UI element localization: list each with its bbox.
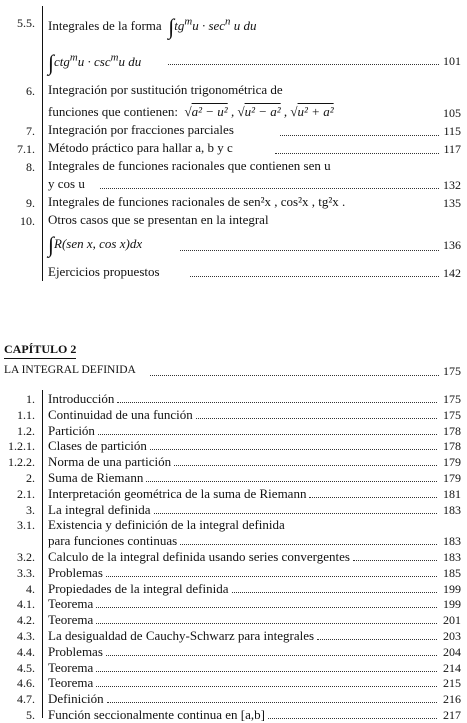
entry-number: 4.4. — [17, 644, 35, 659]
entry-number: 5.5. — [17, 16, 35, 30]
entry-number: 4.7. — [17, 692, 35, 707]
entry-number: 5. — [26, 708, 35, 722]
entry-title[interactable]: Teorema — [48, 596, 94, 612]
leader-dots — [275, 153, 439, 154]
entry-number: 4.6. — [17, 676, 35, 691]
entry-title[interactable]: Continuidad de una función — [48, 406, 193, 422]
entry-title[interactable]: Interpretación geométrica de la suma de Riemann — [48, 485, 307, 501]
leader-dots — [106, 576, 437, 577]
entry-number: 7.1. — [17, 142, 35, 156]
entry-number: 4.5. — [17, 660, 35, 675]
entry-number: 3.1. — [17, 518, 35, 533]
bottom-column-rule — [42, 390, 43, 718]
entry-page: 199 — [443, 581, 461, 596]
leader-dots — [96, 623, 437, 624]
leader-dots — [150, 375, 439, 376]
entry-title[interactable]: Calculo de la integral definida usando series convergentes — [48, 549, 350, 564]
entry-page: 117 — [443, 142, 461, 156]
entry-title[interactable]: Clases de partición — [48, 438, 147, 454]
leader-dots — [190, 276, 439, 277]
entry-page: 175 — [443, 392, 461, 406]
entry-title[interactable] — [48, 14, 256, 40]
top-column-rule — [42, 6, 43, 281]
entry-page: 105 — [443, 106, 461, 120]
entry-page: 101 — [443, 54, 461, 68]
entry-title[interactable]: Teorema — [48, 612, 94, 628]
entry-title[interactable]: Integrales de funciones racionales de sen²x , cos²x , tg²x . — [48, 194, 346, 209]
entry-page: 204 — [443, 644, 461, 659]
entry-page: 132 — [443, 178, 461, 192]
entry-number: 4. — [26, 581, 35, 596]
leader-dots — [100, 188, 439, 189]
entry-title[interactable]: para funciones continuas — [48, 533, 178, 549]
entry-title[interactable]: Definición — [48, 691, 104, 707]
entry-number: 4.3. — [17, 629, 35, 643]
leader-dots — [196, 418, 437, 419]
entry-title-text: funciones que contienen: — [48, 104, 178, 119]
leader-dots — [317, 639, 437, 640]
entry-page: 203 — [443, 629, 461, 643]
entry-number: 1. — [26, 392, 35, 406]
entry-number: 2.1. — [17, 486, 35, 501]
leader-dots — [96, 686, 437, 687]
leader-dots — [168, 64, 439, 65]
leader-dots — [174, 465, 437, 466]
entry-title[interactable]: Ejercicios propuestos — [48, 264, 160, 279]
entry-title[interactable]: Propiedades de la integral definida — [48, 580, 229, 596]
entry-title[interactable]: Partición — [48, 422, 95, 438]
entry-number: 4.1. — [17, 597, 35, 612]
entry-page: 217 — [443, 708, 461, 722]
entry-title[interactable]: y cos u — [48, 176, 85, 191]
entry-page: 175 — [443, 407, 461, 422]
entry-title[interactable]: Problemas — [48, 564, 103, 580]
entry-number: 7. — [26, 124, 35, 138]
entry-number: 3. — [26, 502, 35, 517]
entry-title[interactable]: Teorema — [48, 659, 94, 675]
entry-page: 215 — [443, 676, 461, 691]
leader-dots — [117, 402, 437, 403]
entry-title[interactable]: Norma de una partición — [48, 454, 172, 470]
entry-title[interactable]: Problemas — [48, 643, 103, 659]
entry-title[interactable]: Integrales de funciones racionales que contienen sen u — [48, 158, 331, 173]
entry-page: 115 — [443, 124, 461, 138]
entry-page: 201 — [443, 613, 461, 628]
entry-page: 178 — [443, 423, 461, 438]
entry-page: 183 — [443, 550, 461, 564]
leader-dots — [309, 497, 437, 498]
integral-formula-ctg[interactable]: $\int ctg^mu \cdot \csc^mu$ du — [48, 50, 142, 75]
entry-number: 8. — [26, 160, 35, 174]
entry-number: 4.2. — [17, 613, 35, 628]
entry-number: 6. — [26, 84, 35, 98]
entry-page: 183 — [443, 502, 461, 517]
leader-dots — [96, 671, 437, 672]
entry-number: 10. — [20, 214, 35, 228]
entry-title[interactable]: La desigualdad de Cauchy-Schwarz para integrales — [48, 628, 315, 643]
entry-title[interactable] — [48, 104, 334, 120]
leader-dots — [268, 718, 437, 719]
entry-page: 216 — [443, 692, 461, 707]
entry-page: 178 — [443, 439, 461, 454]
leader-dots — [154, 513, 437, 514]
entry-title[interactable]: Método práctico para hallar a, b y c — [48, 140, 233, 155]
entry-title[interactable]: Integración por sustitución trigonométrica de — [48, 82, 283, 97]
leader-dots — [180, 250, 439, 251]
entry-page: 136 — [443, 238, 461, 252]
entry-page: 183 — [443, 534, 461, 549]
chapter-title[interactable]: LA INTEGRAL DEFINIDA — [4, 364, 136, 376]
leader-dots — [107, 702, 437, 703]
integral-formula-R[interactable]: ∫R(sen x, cos x)dx — [48, 232, 143, 257]
entry-number: 3.3. — [17, 565, 35, 580]
leader-dots — [96, 607, 437, 608]
leader-dots — [353, 560, 437, 561]
leader-dots — [146, 481, 437, 482]
leader-dots — [232, 592, 438, 593]
entry-page: 142 — [443, 266, 461, 280]
entry-number: 1.1. — [17, 407, 35, 422]
entry-number: 1.2.2. — [8, 455, 35, 470]
entry-title[interactable]: Introducción — [48, 391, 115, 406]
entry-page: 185 — [443, 565, 461, 580]
leader-dots — [106, 655, 437, 656]
chapter-label: CAPÍTULO 2 — [4, 342, 76, 359]
entry-title[interactable]: Función seccionalmente continua en [a,b] — [48, 707, 265, 722]
entry-number: 2. — [26, 471, 35, 485]
entry-number: 1.2.1. — [8, 439, 35, 454]
entry-page: 181 — [443, 486, 461, 501]
leader-dots — [280, 135, 439, 136]
entry-number: 1.2. — [17, 423, 35, 438]
chapter-page: 175 — [443, 364, 461, 378]
entry-title[interactable]: Suma de Riemann — [48, 470, 144, 485]
entry-page: 179 — [443, 455, 461, 470]
entry-page: 135 — [443, 196, 461, 210]
leader-dots — [150, 449, 437, 450]
entry-title[interactable]: La integral definida — [48, 501, 151, 517]
entry-title[interactable]: Otros casos que se presentan en la integral — [48, 212, 269, 227]
entry-page: 199 — [443, 597, 461, 612]
entry-page: 179 — [443, 471, 461, 485]
entry-title[interactable]: Existencia y definición de la integral definida — [48, 517, 285, 533]
integral-formula: $\int tg^mu \cdot \sec^n u$ du — [168, 14, 257, 39]
leader-dots — [98, 434, 437, 435]
entry-title[interactable]: Integración por fracciones parciales — [48, 122, 234, 137]
sqrt-formulas: √a² − u² , √u² − a² , √u² + a² — [181, 104, 334, 119]
entry-title-text: Integrales de la forma — [48, 18, 162, 33]
entry-title[interactable]: Teorema — [48, 675, 94, 691]
entry-number: 3.2. — [17, 550, 35, 564]
entry-page: 214 — [443, 660, 461, 675]
entry-number: 9. — [26, 196, 35, 210]
leader-dots — [180, 544, 437, 545]
